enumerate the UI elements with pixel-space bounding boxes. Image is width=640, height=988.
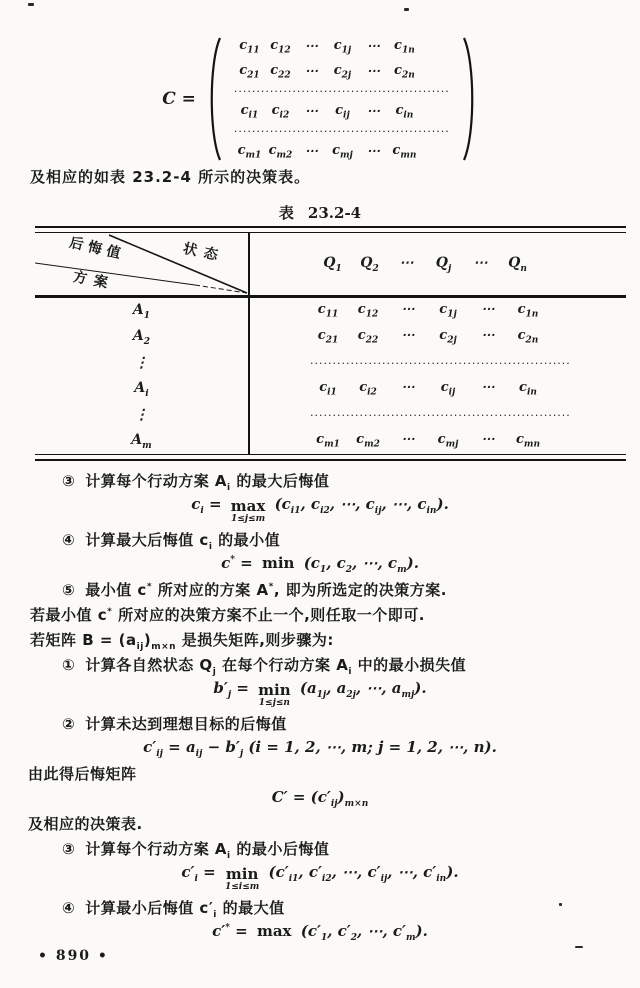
table-row [35, 298, 626, 324]
step-3a [62, 470, 640, 495]
procedure-steps [0, 470, 640, 947]
right-paren [462, 35, 478, 163]
step-1 [62, 654, 640, 679]
regret-matrix-equation [0, 34, 640, 164]
formula-lhs: $c_i$ = [191, 495, 222, 516]
state-header-cell: ⋯ [473, 255, 488, 271]
formula-expression: $C' = (c'_{ij})_{m\times n}$ [271, 788, 369, 809]
table-cell: $c_{21}$ [317, 328, 339, 346]
scan-artifact [404, 8, 409, 11]
matrix-dots-row: ················································ [233, 125, 450, 138]
step-number: ① [62, 656, 76, 674]
operator: max [256, 922, 292, 940]
formula-args: ($a_{1j}$, $a_{2j}$, ⋯, $a_{mj}$). [299, 679, 427, 700]
operator: min [261, 554, 295, 572]
dots-filler: ·························································· [310, 356, 571, 370]
formula-regret-matrix [0, 788, 640, 813]
step-number: ③ [62, 840, 76, 858]
formula-lhs: c′* = [212, 922, 248, 940]
table-top-rule [35, 226, 626, 233]
corner-label-scheme: 方案 [71, 269, 116, 293]
matrix-cell: ⋯ [366, 64, 380, 79]
table-cell: $c_{12}$ [357, 302, 379, 320]
table-cell: ⋯ [481, 380, 495, 396]
state-header-cell: $Q_n$ [508, 255, 527, 274]
footer-page-number: • 890 • [38, 948, 109, 964]
matrix-cell: $c_{21}$ [239, 62, 260, 81]
table-ellipsis-row [35, 402, 626, 428]
formula-max-regret [0, 495, 640, 529]
table-vertical-divider [248, 233, 250, 295]
table-cell: $c_{22}$ [357, 328, 379, 346]
table-cell: ⋯ [401, 432, 415, 448]
row-label: $A_2$ [132, 327, 151, 347]
row-label: $A_m$ [131, 431, 152, 451]
table-cell: $c_{m2}$ [356, 432, 380, 450]
formula-min-regret [0, 863, 640, 897]
formula-args: ($c_{i1}$, $c_{i2}$, ⋯, $c_{ij}$, ⋯, $c_{in}$). [274, 495, 449, 516]
row-label: $A_i$ [134, 379, 149, 399]
matrix-cell: $c_{mj}$ [332, 142, 353, 161]
matrix-dots-row: ················································ [233, 85, 450, 98]
matrix-cell: $c_{in}$ [395, 102, 414, 121]
scan-artifact [28, 3, 34, 6]
state-header-row [248, 255, 626, 274]
table-row [35, 428, 626, 454]
formula-args: ($c_1$, $c_2$, ⋯, $c_m$). [303, 554, 419, 575]
table-cell: $c_{ij}$ [440, 380, 456, 398]
table-cell: $c_{mn}$ [516, 432, 540, 450]
matrix-row [234, 139, 450, 164]
row-label: $A_1$ [132, 301, 151, 321]
table-ellipsis-row [35, 350, 626, 376]
step-4b [62, 897, 640, 922]
step-text: 计算各自然状态 $Q_j$ 在每个行动方案 $A_i$ 中的最小损失值 [85, 656, 467, 677]
matrix-cell: $c_{ij}$ [335, 102, 350, 121]
matrix-cell: ⋯ [304, 144, 318, 159]
formula-max-of-min [0, 922, 640, 947]
step-2 [62, 713, 640, 738]
matrix-cell: $c_{2j}$ [333, 62, 352, 81]
formula-min-of-max [0, 554, 640, 579]
step-5 [62, 579, 640, 604]
formula-args: ($c'_{i1}$, $c'_{i2}$, ⋯, $c'_{ij}$, ⋯, $c'_{in}$). [268, 863, 459, 884]
table-cell: $c_{2j}$ [439, 328, 457, 346]
row-label: ⋮ [134, 355, 149, 371]
matrix-cell: ⋯ [366, 39, 380, 54]
table-vertical-divider [248, 297, 250, 454]
table-cell: ⋯ [481, 302, 495, 318]
step-number: ④ [62, 531, 76, 549]
table-cell: ⋯ [401, 380, 415, 396]
table-corner-cell [35, 233, 248, 295]
formula-min-loss [0, 679, 640, 713]
table-cell: $c_{i2}$ [359, 380, 377, 398]
step-text: 最小值 c* 所对应的方案 A*, 即为所选定的决策方案. [85, 581, 447, 599]
matrix-cell: ⋯ [304, 39, 318, 54]
table-cell: $c_{m1}$ [316, 432, 340, 450]
decision-table [35, 226, 626, 461]
step-3b [62, 838, 640, 863]
table-caption-number: 23.2-4 [307, 204, 362, 222]
step-text: 计算最小后悔值 $c'_i$ 的最大值 [85, 899, 285, 920]
table-cell: $c_{11}$ [317, 302, 339, 320]
table-caption-label: 表 [278, 204, 294, 222]
matrix-cell: ⋯ [304, 64, 318, 79]
matrix-cell: $c_{m1}$ [237, 142, 262, 161]
matrix-cell: $c_{11}$ [239, 37, 260, 56]
step-number: ③ [62, 472, 76, 490]
matrix-row [234, 99, 450, 124]
step-text: 计算未达到理想目标的后悔值 [85, 715, 287, 733]
matrix-cell: $c_{m2}$ [268, 142, 293, 161]
formula-args: ($c'_1$, $c'_2$, ⋯, $c'_m$). [300, 922, 428, 943]
step-number: ② [62, 715, 76, 733]
table-cell: ⋯ [481, 432, 495, 448]
table-cell: ⋯ [401, 328, 415, 344]
paragraph-decision-table: 及相应的决策表. [28, 815, 143, 833]
table-caption [0, 202, 640, 223]
table-cell: $c_{i1}$ [319, 380, 337, 398]
left-paren [206, 35, 222, 163]
matrix-cell: $c_{12}$ [270, 37, 291, 56]
step-4a [62, 529, 640, 554]
state-header-cell: $Q_j$ [435, 255, 452, 274]
step-text: 计算每个行动方案 $A_i$ 的最大后悔值 [85, 472, 330, 493]
matrix-cell: $c_{1j}$ [333, 37, 352, 56]
matrix-grid [228, 34, 456, 164]
formula-lhs: $b'_j$ = [213, 679, 249, 700]
matrix-cell: $c_{1n}$ [394, 37, 415, 56]
state-header-cell: ⋯ [399, 255, 414, 271]
state-header-cell: $Q_2$ [360, 255, 379, 274]
matrix-row [234, 34, 450, 59]
table-cell: $c_{1n}$ [517, 302, 539, 320]
table-cell: $c_{2n}$ [517, 328, 539, 346]
table-cell: $c_{1j}$ [439, 302, 457, 320]
paragraph-regret-matrix: 由此得后悔矩阵 [28, 765, 137, 783]
table-row [35, 324, 626, 350]
matrix-cell: $c_{22}$ [270, 62, 291, 81]
table-row [35, 376, 626, 402]
table-cell: $c_{mj}$ [437, 432, 459, 450]
table-cell: ⋯ [401, 302, 415, 318]
corner-label-state: 状态 [181, 240, 226, 266]
row-label: ⋮ [134, 407, 149, 423]
formula-lhs: c* = [221, 554, 253, 572]
step-number: ⑤ [62, 581, 76, 599]
matrix-cell: $c_{i1}$ [240, 102, 259, 121]
table-cell: ⋯ [481, 328, 495, 344]
table-body [35, 298, 626, 454]
matrix-cell: $c_{i2}$ [271, 102, 290, 121]
limit-operator: min 1≤j≤n [258, 681, 291, 708]
step-number: ④ [62, 899, 76, 917]
formula-expression: $c'_{ij} = a_{ij} - b'_j$ (i = 1, 2, ⋯, m; j = 1, 2, ⋯, n). [143, 738, 497, 759]
matrix-cell: $c_{mn}$ [392, 142, 417, 161]
formula-lhs: $c'_i$ = [181, 863, 216, 884]
paragraph-multiple-schemes: 若最小值 c* 所对应的决策方案不止一个,则任取一个即可. [30, 606, 425, 624]
step-text: 计算每个行动方案 $A_i$ 的最小后悔值 [85, 840, 330, 861]
matrix-lhs: C = [162, 89, 196, 109]
state-header-cell: $Q_1$ [323, 255, 342, 274]
corner-label-regret-value: 后悔值 [67, 234, 127, 264]
matrix-cell: $c_{2n}$ [394, 62, 415, 81]
dots-filler: ·························································· [310, 408, 571, 422]
limit-operator: min 1≤i≤m [224, 865, 260, 892]
matrix-row [234, 59, 450, 84]
paragraph-loss-matrix: 若矩阵 $B = (a_{ij})_{m\times n}$ 是损失矩阵,则步骤为: [30, 631, 334, 652]
table-cell: $c_{in}$ [519, 380, 537, 398]
matrix-cell: ⋯ [366, 104, 380, 119]
limit-operator: max 1≤j≤m [230, 497, 266, 524]
table-bottom-rule [35, 454, 626, 461]
matrix-cell: ⋯ [304, 104, 318, 119]
step-text: 计算最大后悔值 $c_i$ 的最小值 [85, 531, 281, 552]
intro-sentence: 及相应的如表 23.2-4 所示的决策表。 [30, 168, 311, 186]
matrix-cell: ⋯ [366, 144, 380, 159]
formula-regret-definition [0, 738, 640, 763]
table-header [35, 233, 626, 295]
